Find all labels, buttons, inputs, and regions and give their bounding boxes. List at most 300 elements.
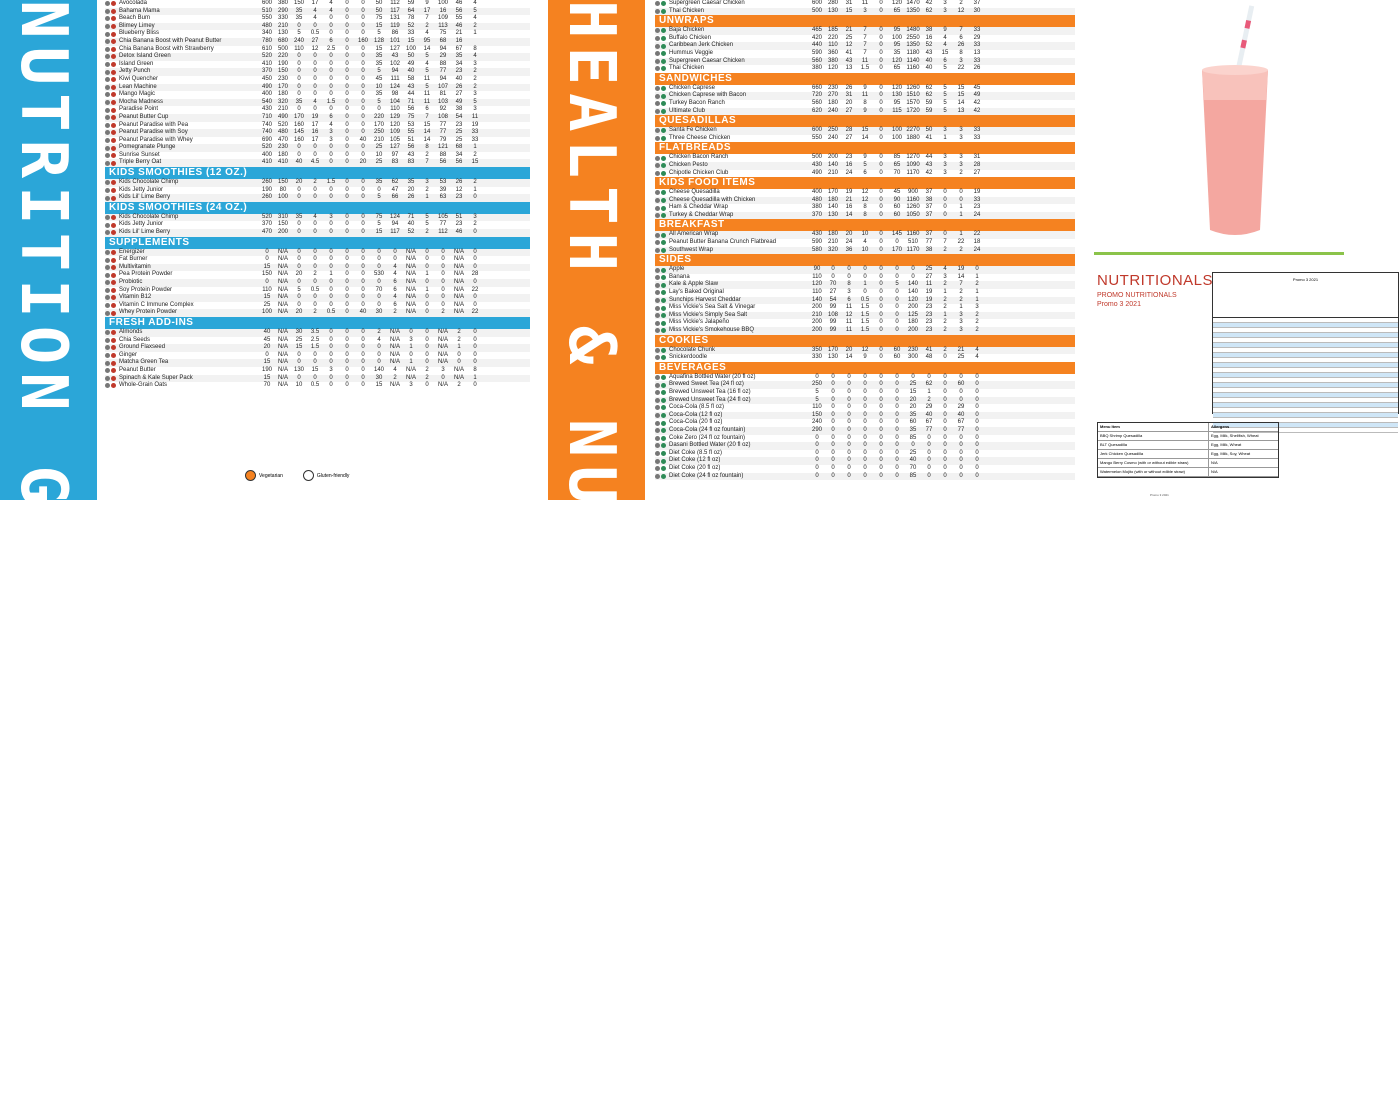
gluten-friendly-icon [105,180,110,185]
nutrition-value: 180 [277,151,288,158]
nutrition-value: 43 [925,49,933,56]
nutrition-value: 98 [391,91,399,98]
nutrition-value: 95 [893,42,901,49]
table-row [105,294,530,302]
nutrition-value: 0 [313,106,317,113]
nutrition-value: 0 [377,248,381,255]
nutrition-value: 900 [907,189,918,196]
vegetarian-icon [111,9,116,14]
nutrition-value: 4 [863,239,867,246]
vegetarian-icon [111,100,116,105]
nutrition-value: 24 [845,239,853,246]
nutrition-value: N/A [277,374,288,381]
nutrition-value: 230 [277,75,288,82]
nutrition-value: 0 [879,231,883,238]
item-name: Chicken Pesto [669,161,708,168]
allergen-cell: Jerk Chicken Quesadilla [1098,450,1209,458]
nutrition-value: 230 [907,346,918,353]
row-icons [105,229,119,237]
nutrition-value: 68 [439,37,447,44]
nutrition-value: 1090 [906,161,920,168]
row-icons [655,312,669,320]
nutrition-value: 27 [845,134,853,141]
nutrition-value: 4 [377,336,381,343]
nutrition-value: 5 [297,286,301,293]
nutrition-value: N/A [389,344,400,351]
nutrition-value: 0 [313,294,317,301]
vegetarian-icon [111,16,116,21]
item-name: Brewed Unsweet Tea (24 fl oz) [669,396,751,403]
gluten-friendly-icon [105,330,110,335]
nutrition-value: 350 [811,346,822,353]
nutrition-value: 23 [925,311,933,318]
nutrition-value: 10 [375,83,383,90]
nutrition-value: 5 [815,388,819,395]
nutrition-value: 3 [441,366,445,373]
nutrition-value: 0 [345,271,349,278]
nutrition-value: 9 [863,107,867,114]
item-name: Vitamin B12 [119,294,152,301]
nutrition-value: 360 [827,49,838,56]
nutrition-value: 8 [959,49,963,56]
nutrition-value: 46 [455,22,463,29]
vegetarian-icon [111,250,116,255]
nutrition-value: 0 [879,266,883,273]
nutrition-value: 6 [943,57,947,64]
nutrition-value: 380 [811,65,822,72]
nutrition-value: N/A [437,359,448,366]
nutrition-value: 1 [425,286,429,293]
nutrition-value: 1 [425,194,429,201]
row-icons [105,214,119,222]
row-icons [105,359,119,367]
nutrition-value: 2.5 [310,336,320,343]
nutrition-value: 15 [407,37,415,44]
nutrition-value: 75 [407,113,415,120]
nutrition-value: 90 [893,196,901,203]
nutrition-value: 108 [827,311,838,318]
nutrition-value: 0 [345,336,349,343]
nutrition-value: 104 [389,98,400,105]
row-icons [105,382,119,390]
row-icons [655,450,669,458]
nutrition-value: 1350 [906,42,920,49]
row-icons [105,114,119,122]
table-row [105,264,530,272]
nutrition-value: N/A [277,286,288,293]
table-row [655,457,1075,465]
nutrition-value: 0 [297,53,301,60]
nutrition-value: 200 [811,327,822,333]
row-icons [655,412,669,420]
table-row [655,65,1075,73]
vegetarian-icon [661,190,666,195]
nutrition-value: 0 [361,144,365,151]
nutrition-value: 49 [973,92,981,99]
nutrition-value: 0 [831,457,835,464]
nutrition-value: N/A [453,374,464,381]
nutrition-value: 0 [441,286,445,293]
nutrition-value: 145 [891,231,902,238]
nutrition-value: 95 [423,37,431,44]
nutrition-value: 0 [329,263,333,270]
gluten-friendly-icon [105,376,110,381]
nutrition-value: 1510 [906,92,920,99]
nutrition-value: 0 [847,404,851,411]
nutrition-value: 70 [893,169,901,176]
nutrition-value: 0 [345,221,349,228]
nutrition-value: 0 [345,113,349,120]
allergen-row [1098,450,1278,459]
gluten-friendly-icon [105,265,110,270]
table-row [105,271,530,279]
nutrition-value: 0 [895,239,899,246]
nutrition-value: 0 [895,381,899,388]
nutrition-value: 15 [263,294,271,301]
nutrition-value: 75 [375,15,383,22]
nutrition-value: 1 [473,30,477,37]
section-header: BEVERAGES [655,362,1075,374]
nutrition-value: 2 [959,296,963,303]
nutrition-value: 1 [409,359,413,366]
vegetarian-icon [111,368,116,373]
nutrition-value: 0 [329,68,333,75]
nutrition-value: 2 [457,382,461,389]
nutrition-value: 0 [377,279,381,285]
nutrition-value: 430 [261,106,272,113]
nutrition-value: 0 [943,464,947,471]
nutrition-value: 21 [957,346,965,353]
nutrition-value: 35 [893,49,901,56]
nutrition-value: 0 [879,161,883,168]
nutrition-value: 6 [393,301,397,308]
nutrition-value: 370 [261,68,272,75]
nutrition-value: 0 [863,419,867,426]
gluten-friendly-icon [655,1,660,6]
item-name: Chia Banana Boost with Strawberry [119,45,214,52]
nutrition-value: 180 [827,196,838,203]
vegetarian-icon [661,28,666,33]
nutrition-value: 45 [973,84,981,91]
nutrition-value: 0 [831,442,835,449]
nutrition-value: 500 [277,45,288,52]
nutrition-value: 42 [925,0,933,6]
section-header: KIDS SMOOTHIES (24 OZ.) [105,202,530,214]
section-header: KIDS FOOD ITEMS [655,177,1075,189]
nutrition-value: 180 [827,99,838,106]
nutrition-value: 46 [455,0,463,6]
nutrition-value: 0 [329,144,333,151]
table-row [105,15,530,23]
nutrition-value: 15 [375,382,383,389]
nutrition-value: 0 [879,92,883,99]
nutrition-value: 49 [407,60,415,67]
gluten-friendly-icon [105,361,110,366]
nutrition-value: 0 [377,294,381,301]
nutrition-value: 34 [455,151,463,158]
nutrition-value: 56 [407,106,415,113]
table-row [655,170,1075,178]
vegetarian-icon [661,268,666,273]
nutrition-value: 2 [313,179,317,186]
nutrition-value: 250 [827,127,838,134]
nutrition-value: 0 [473,351,477,358]
nutrition-value: 0 [815,472,819,479]
table-row [105,137,530,145]
nutrition-value: N/A [405,309,416,316]
nutrition-value: 1.5 [860,327,870,333]
vegetarian-icon [111,361,116,366]
vegetarian-icon [661,451,666,456]
nutrition-value: 0 [361,351,365,358]
allergen-cell: Egg, Milk, Shellfish, Wheat [1211,433,1259,438]
nutrition-value: 720 [811,92,822,99]
nutrition-value: 40 [909,457,917,464]
table-row [105,179,530,187]
gluten-friendly-icon [105,215,110,220]
nutrition-value: 140 [811,296,822,303]
nutrition-value: 0 [879,169,883,176]
nutrition-value: 0 [425,344,429,351]
table-row [105,8,530,16]
gluten-friendly-icon [655,413,660,418]
table-row [655,85,1075,93]
nutrition-value: 120 [389,121,400,128]
nutrition-value: 31 [845,92,853,99]
table-row [655,35,1075,43]
nutrition-value: 3 [943,161,947,168]
nutrition-value: 0 [473,336,477,343]
item-name: Cheese Quesadilla with Chicken [669,196,756,203]
nutrition-value: 0 [345,75,349,82]
nutrition-value: 2.5 [326,45,336,52]
nutrition-value: 5 [943,84,947,91]
nutrition-value: 1 [975,289,979,296]
nutrition-value: 0 [297,186,301,193]
nutrition-value: 120 [891,57,902,64]
nutrition-value: 2 [457,328,461,335]
nutrition-value: 250 [373,129,384,136]
nutrition-value: 310 [277,213,288,220]
row-icons [655,239,669,247]
straw-stripe [1240,40,1247,49]
nutrition-value: 0 [393,256,397,263]
nutrition-value: 280 [827,0,838,6]
row-icons [105,8,119,16]
nutrition-value: 1 [863,281,867,288]
nutrition-value: 250 [811,381,822,388]
vegetarian-icon [111,77,116,82]
nutrition-value: 0 [313,68,317,75]
gluten-friendly-icon [655,171,660,176]
nutrition-value: 103 [437,98,448,105]
nutrition-value: 15 [861,127,869,134]
nutrition-value: 190 [261,186,272,193]
nutrition-value: 0 [377,301,381,308]
nutrition-value: 200 [811,304,822,311]
nutrition-value: N/A [277,359,288,366]
row-icons [655,327,669,335]
nutrition-value: 0 [313,75,317,82]
nutrition-value: 0 [895,464,899,471]
table-row [105,61,530,69]
gluten-friendly-icon [655,190,660,195]
nutrition-value: 240 [827,107,838,114]
table-row [105,279,530,287]
nutrition-value: 480 [811,196,822,203]
row-icons [655,8,669,16]
row-icons [105,279,119,287]
nutrition-value: 0 [361,121,365,128]
nutrition-value: 40 [359,309,367,316]
item-name: Island Green [119,60,154,67]
table-row [105,122,530,130]
nutrition-value: 40 [925,57,933,64]
nutrition-value: 0 [345,279,349,285]
table-row [655,0,1075,8]
nutritionals-subtitle [1097,291,1177,309]
nutrition-value: 10 [295,382,303,389]
nutrition-value: 0.5 [310,382,320,389]
nutrition-value: 19 [957,266,965,273]
nutrition-value: 29 [925,404,933,411]
nutrition-value: N/A [437,344,448,351]
vegetarian-icon [661,1,666,6]
row-icons [105,302,119,310]
item-name: Whey Protein Powder [119,309,178,316]
nutrition-value: 4 [473,0,477,6]
gluten-friendly-icon [655,198,660,203]
nutrition-value: 0 [879,434,883,441]
nutrition-value: 0 [345,194,349,201]
nutrition-value: 2 [943,281,947,288]
item-name: Sunchips Harvest Cheddar [669,296,741,303]
gluten-friendly-icon [105,383,110,388]
nutrition-value: N/A [453,366,464,373]
nutrition-value: 4 [329,0,333,6]
nutrition-value: 25 [295,336,303,343]
nutrition-value: 110 [262,286,272,293]
nutrition-value: 62 [925,381,933,388]
cup-rim [1202,65,1268,75]
nutrition-value: 400 [261,151,272,158]
nutrition-value: 220 [373,113,384,120]
nutrition-value: 0 [879,449,883,456]
nutrition-value: 0 [815,442,819,449]
nutrition-value: 3 [409,336,413,343]
row-icons [105,256,119,264]
nutrition-value: 3 [329,129,333,136]
nutrition-value: 16 [311,129,319,136]
nutrition-value: 0 [345,213,349,220]
nutrition-value: 0 [895,388,899,395]
nutrition-value: 16 [925,34,933,41]
nutrition-value: 0 [815,464,819,471]
gluten-friendly-icon [105,54,110,59]
nutrition-value: 77 [439,129,447,136]
nutrition-value: 75 [439,30,447,37]
nutrition-value: 0 [831,449,835,456]
nutrition-value: 63 [439,194,447,201]
nutrition-value: 0 [329,91,333,98]
nutrition-value: 190 [261,366,272,373]
nutrition-value: 0 [361,279,365,285]
table-row [105,287,530,295]
nutrition-value: 0 [943,189,947,196]
nutrition-value: 62 [391,179,399,186]
nutrition-value: 0 [345,0,349,6]
legend-gluten-friendly [303,470,350,481]
vegetarian-icon [111,280,116,285]
row-icons [655,127,669,135]
nutrition-value: 100 [891,134,902,141]
nutrition-value: 19 [925,289,933,296]
nutrition-value: 0 [847,457,851,464]
nutrition-value: 7 [863,34,867,41]
row-icons [655,92,669,100]
nutrition-value: 0 [879,381,883,388]
vegetarian-icon [111,54,116,59]
nutrition-value: 0 [831,472,835,479]
item-name: Bahama Mama [119,7,160,14]
allergen-cell: Egg, Milk, Wheat [1211,442,1242,447]
item-name: Peanut Butter Banana Crunch Flatbread [669,239,777,246]
nutrition-value: 320 [277,98,288,105]
nutrition-value: 0 [879,373,883,380]
nutrition-value: 1470 [906,0,920,6]
nutrition-value: 35 [455,53,463,60]
nutrition-value: 0 [297,144,301,151]
gluten-friendly-icon [655,283,660,288]
nutrition-value: 5 [425,213,429,220]
nutrition-value: 14 [957,273,965,280]
table-row [655,312,1075,320]
allergen-cell: Mango Berry Cosmo (with or without edible straw) [1098,459,1209,467]
nutrition-value: 75 [375,213,383,220]
nutrition-value: 0 [911,442,915,449]
nutrition-value: 500 [811,154,822,161]
nutrition-value: N/A [389,336,400,343]
nutrition-value: 1160 [906,65,920,72]
nutrition-value: 1480 [906,27,920,34]
nutrition-value: 1050 [906,211,920,218]
nutrition-value: 19 [471,121,479,128]
row-icons [105,337,119,345]
nutrition-value: 0 [361,221,365,228]
nutrition-value: 39 [439,186,447,193]
nutrition-value: 1350 [906,7,920,14]
nutrition-value: 0 [847,426,851,433]
nutrition-value: 0 [329,53,333,60]
nutrition-value: 55 [407,129,415,136]
table-row [655,435,1075,443]
nutrition-value: 27 [925,273,933,280]
nutrition-value: 0 [297,294,301,301]
item-name: Caribbean Jerk Chicken [669,42,734,49]
nutrition-value: 0 [911,373,915,380]
nutrition-value: 0 [831,434,835,441]
table-row [655,42,1075,50]
nutrition-value: 0 [361,186,365,193]
vegetarian-icon [661,348,666,353]
nutrition-value: 0 [329,294,333,301]
table-row [105,53,530,61]
nutrition-value: 26 [957,42,965,49]
nutrition-value: 99 [829,304,837,311]
nutrition-value: 99 [829,319,837,326]
nutrition-value: 0 [345,186,349,193]
nutrition-value: 5 [943,65,947,72]
